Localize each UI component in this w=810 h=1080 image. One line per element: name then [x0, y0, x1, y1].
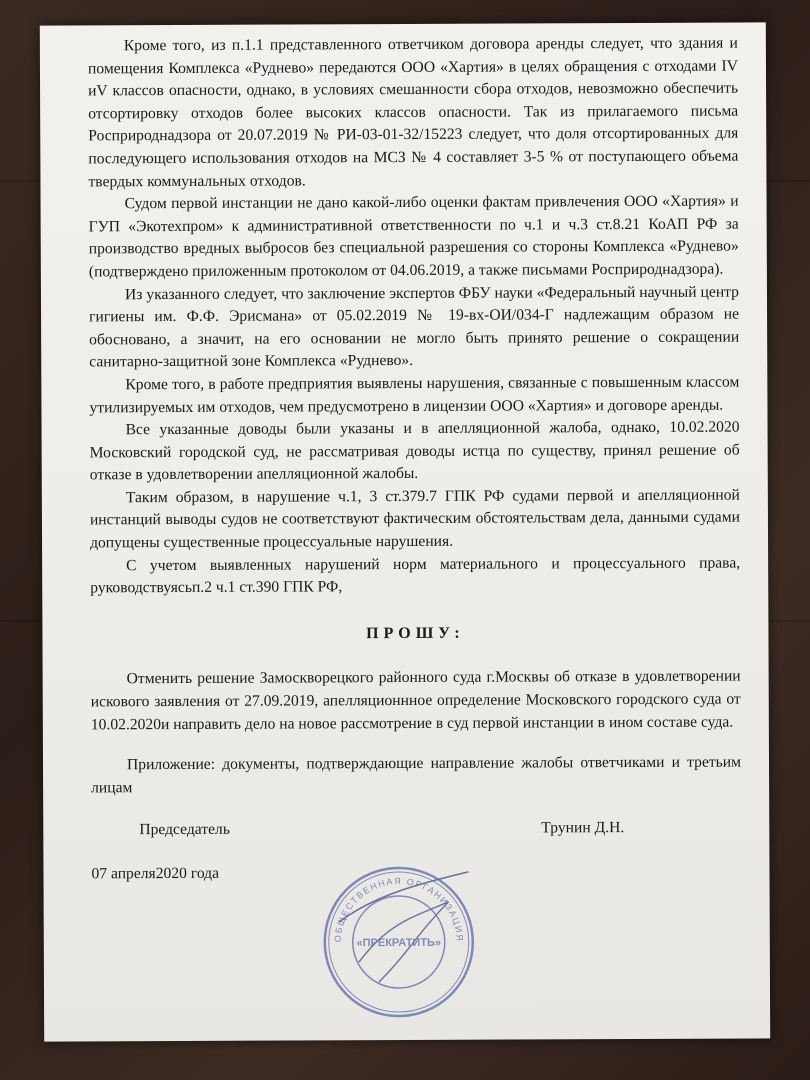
document-date: 07 апреля2020 года — [91, 865, 220, 883]
document-body — [88, 33, 742, 887]
signature-block — [91, 811, 741, 864]
signatory-name: Трунин Д.Н. — [541, 819, 625, 837]
signatory-title: Председатель — [139, 821, 230, 839]
paragraph: Судом первой инстанции не дано какой-либо оценки фактам привлечения ООО «Хартия» и ГУП «Экотехпром» к административной ответственности по ч.1 и ч.3 ст.8.21 КоАП РФ за производство вредных выбросов без специальной разрешения со стороны Комплекса «Руднево» (подтверждено приложенным протоколом от 04.06.2019, а также письмами Росприроднадзора). — [88, 192, 739, 281]
paragraph: Кроме того, в работе предприятия выявлены нарушения, связанные с повышенным классом утилизируемых им отходов, чем предусмотрено в лицензии ООО «Хартия» и договоре аренды. — [89, 373, 740, 416]
document-page — [40, 22, 770, 1041]
paragraph: Все указанные доводы были указаны и в апелляционной жалоба, однако, 10.02.2020 Московский городской суд, не рассматривая доводы истца по существу, принял решение об отказе в удовлетворении апелляционной жалобы. — [89, 418, 740, 484]
request-heading: ПРОШУ: — [366, 624, 465, 643]
request-paragraph: Отменить решение Замоскворецкого районного суда г.Москвы об отказе в удовлетворении искового заявления от 27.09.2019, апелляционнное определение Московского городского суда от 10.02.2020и направить дело на новое рассмотрение в суд первой инстанции в ином составе суда. — [90, 667, 741, 733]
organization-seal — [318, 862, 479, 1023]
paragraph: Таким образом, в нарушение ч.1, 3 ст.379.7 ГПК РФ судами первой и апелляционной инстанций выводы судов не соответствуют фактическим обстоятельствам дела, данными судами допущены существенные процессуальные нарушения. — [89, 486, 740, 552]
seal-center-text: «ПРЕКРАТИТЬ» — [356, 936, 442, 950]
seal-ring-text: ОБЩЕСТВЕННАЯ ОРГАНИЗАЦИЯ — [332, 875, 465, 943]
paragraph: С учетом выявленных нарушений норм материального и процессуального права, руководствуясьп.2 ч.1 ст.390 ГПК РФ, — [90, 554, 741, 597]
paragraph: Из указанного следует, что заключение экспертов ФБУ науки «Федеральный научный центр гигиены им. Ф.Ф. Эрисмана» от 05.02.2019 № 19-вх-ОИ/034-Г надлежащим образом не обосновано, а значит, на его основании не могло быть принято решение о сокращении санитарно-защитной зоне Комплекса «Руднево». — [89, 283, 740, 371]
attachment-note: Приложение: документы, подтверждающие направление жалобы ответчиками и третьим лицам — [91, 753, 742, 797]
paragraph: Кроме того, из п.1.1 представленного ответчиком договора аренды следует, что здания и помещения Комплекса «Руднево» передаются ООО «Хартия» в целях обращения с отходами IV иV классов опасности, однако, в условиях смешанности сбора отходов, невозможно обеспечить отсортировку отходов более высоких классов опасности. Так из прилагаемого письма Росприроднадзора от 20.07.2019 № РИ-03-01-32/15223 следует, что доля отсортированных для последующего использования отходов на МСЗ № 4 составляет 3-5 % от поступающего объема твердых коммунальных отходов. — [87, 34, 739, 190]
